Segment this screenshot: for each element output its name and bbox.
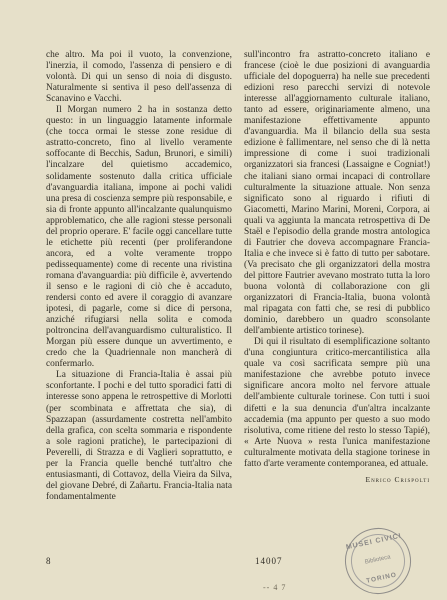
author-signature: Enrico Crispolti [365,474,430,484]
paragraph: che altro. Ma poi il vuoto, la convenzione, l'inerzia, il comodo, l'assenza di pensiero e di volontà. Di qui un senso di noia di disgusto. Naturalmente si sentiva il peso dell'assenza di Scanavino e Vacchi. [46,50,232,105]
paragraph: La situazione di Francia-Italia è assai più sconfortante. I pochi e del tutto sporadici fatti di interesse sono appena le retrospettive di Morlotti (per scombinata e affrettata che sia), di Spazzapan (assurdamente costretta nell'ambito della grafica, con scelta sommaria e rispondente a sole ragioni pratiche), le partecipazioni di Peverelli, di Strazza e di Vaglieri soprattutto, e per la Francia quelle benché tutt'altro che entusiasmanti, di Cottavoz, della Vieira da Silva, del giovane Debré, di Zañartu. Francia-Italia nata fondamentalmente [46,370,232,502]
right-column [244,50,430,485]
stamp-top-text: MUSEI CIVICI [345,532,403,552]
inventory-number-faint: -- 4 7 [263,583,287,592]
left-column [46,50,232,503]
library-stamp [339,522,417,600]
paragraph: sull'incontro fra astratto-concreto italiano e francese (cioè le due posizioni di avanguardia ufficiale del dopoguerra) ha nelle sue precedenti edizioni reso parecchi servizi di notevole interesse all'aggiornamento culturale italiano, tanto ad essere, originariamente almeno, una manifestazione effettivamente appunto d'avanguardia. Ma il bilancio della sua sesta edizione è fallimentare, nel senso che di là netta impressione di come i suoi tradizionali organizzatori sia francesi (Lassaigne e Cogniat!) che italiani siano ormai incapaci di controllare culturalmente la situazione attuale. Non senza significato sono al riguardo i rifiuti di Giacometti, Marino Marini, Moreni, Corpora, ai quali va aggiunta la mancata retrospettiva di De Staël e l'episodio della grande mostra antologica di Fautrier che doveva accompagnare Francia-Italia e che invece si è fatto di tutto per sabotare. (Va precisato che gli organizzatori della mostra del pittore Fautrier avevano mostrato tutta la loro buona volontà di collaborazione con gli organizzatori di Francia-Italia, buona volontà mal ripagata con fatti che, se resi di pubblico dominio, darebbero un quadro sconsolante dell'ambiente artistico torinese). [244,50,430,337]
inventory-number: 14007 [255,556,283,566]
paragraph: Il Morgan numero 2 ha in sostanza detto questo: in un linguaggio latamente informale (che tocca ormai le stesse zone residue di astratto-concreto, fino al livello veramente soffocante di Becchis, Sadun, Brunori, e simili) l'incalzare del quietismo accademico, solidamente sostenuto dalla critica ufficiale d'avanguardia italiana, impone ai pochi validi una presa di coscienza sempre più responsabile, e sia di fronte appunto all'incalzante qualunquismo approblematico, che alle ragioni stesse personali del proprio operare. E' facile oggi cancellare tutte le etichette più recenti (per proliferandone ancora, ed a volte veramente troppo pedissequamente) come di recente una rivistina romana d'avanguardia: più difficile è, avvertendo il senso e le ragioni di ciò che è accaduto, rendersi conto ed avere il coraggio di avanzare ipotesi, di pagarle, come si dice di persona, anziché rifugiarsi nella solita e comoda poltroncina dell'avanguardismo culturalistico. Il Morgan più essere dunque un avvertimento, e credo che la Quadriennale non mancherà di confermarlo. [46,105,232,370]
stamp-middle-text: Biblioteca [364,554,392,566]
stamp-bottom-text: TORINO [365,571,398,585]
page-number: 8 [46,556,51,566]
paragraph: Di qui il risultato di esemplificazione soltanto d'una congiuntura critico-mercantilistica alla quale va così sacrificata sempre più una manifestazione che avrebbe potuto invece significare ancora molto nel fervore attuale dell'ambiente culturale torinese. Con tutti i suoi difetti e la sua denuncia d'un'altra incalzante accademia (ma appunto per questo a suo modo risolutiva, come ritiene del resto lo stesso Tapié), « Arte Nuova » resta l'unica manifestazione culturalmente motivata della stagione torinese in fatto d'arte veramente contemporanea, ed attuale. [244,337,430,469]
